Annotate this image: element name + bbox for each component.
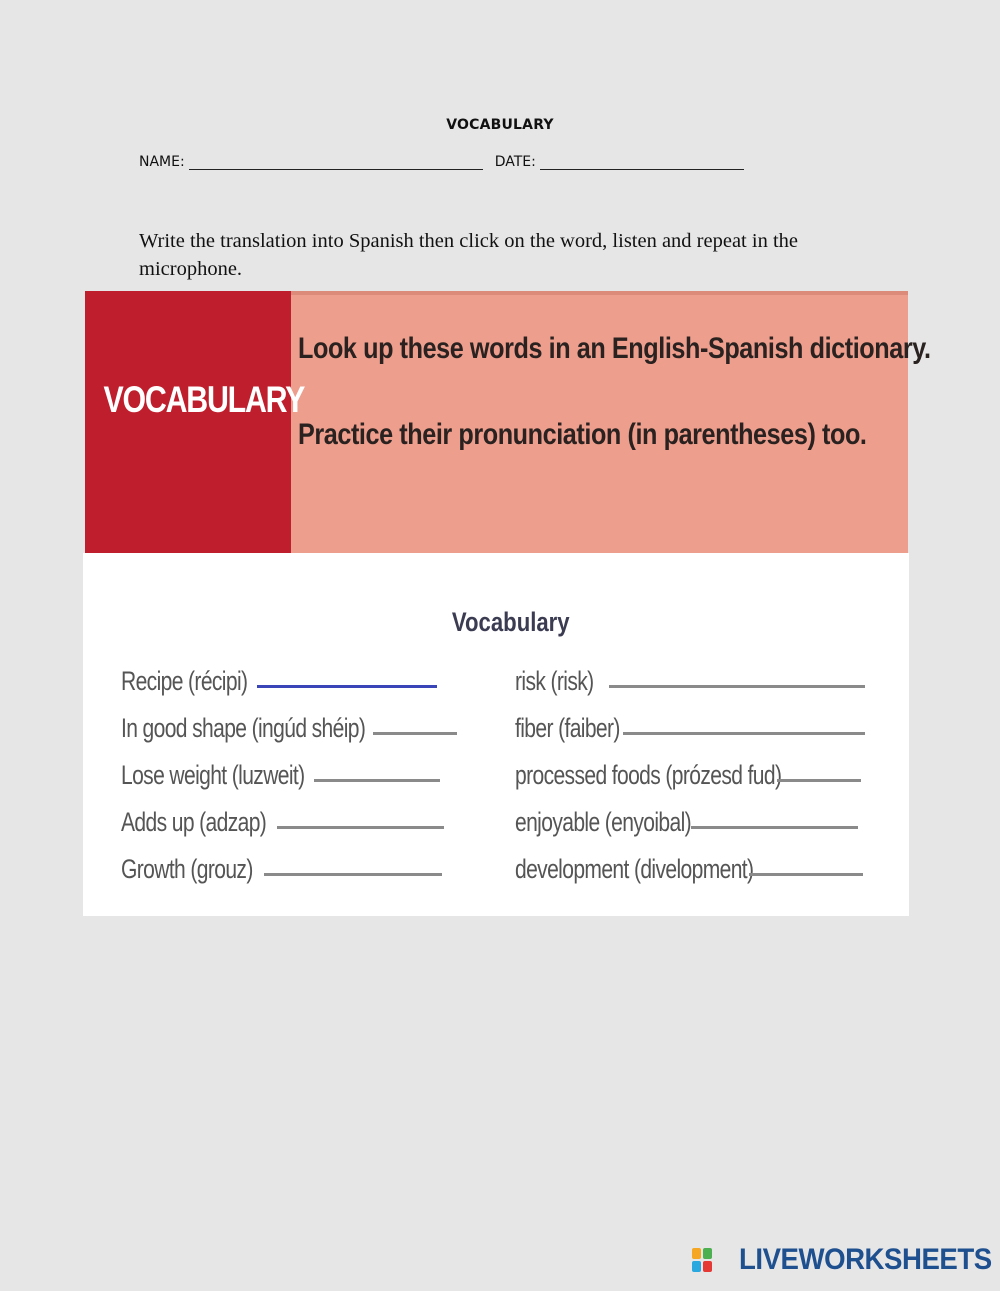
date-label: DATE: xyxy=(494,154,536,170)
name-date-row xyxy=(139,154,744,170)
liveworksheets-logo-icon xyxy=(691,1247,713,1273)
banner-label-box xyxy=(85,291,305,553)
name-field[interactable] xyxy=(189,155,483,170)
answer-field[interactable] xyxy=(277,826,444,829)
answer-field[interactable] xyxy=(623,732,865,735)
vocab-item[interactable] xyxy=(515,649,857,696)
vocab-item[interactable] xyxy=(121,790,434,837)
instructions-text: Write the translation into Spanish then click on the word, listen and repeat in the microphone. xyxy=(139,230,798,280)
vocab-term[interactable]: Adds up (adzap) xyxy=(121,807,267,837)
vocab-term[interactable]: risk (risk) xyxy=(515,666,594,696)
vocabulary-column-right xyxy=(515,649,857,884)
vocabulary-panel xyxy=(83,553,909,916)
answer-field[interactable] xyxy=(691,826,858,829)
vocabulary-heading: Vocabulary xyxy=(451,607,570,637)
vocab-item[interactable] xyxy=(121,649,434,696)
vocab-item[interactable] xyxy=(121,743,434,790)
vocab-term[interactable]: Lose weight (luzweit) xyxy=(121,760,305,790)
vocab-term[interactable]: fiber (faiber) xyxy=(515,713,620,743)
banner-instruction-1: Look up these words in an English-Spanish dictionary. xyxy=(298,332,931,365)
liveworksheets-watermark xyxy=(691,1243,992,1277)
answer-field[interactable] xyxy=(373,732,457,735)
page-title: VOCABULARY xyxy=(446,117,554,133)
vocab-item[interactable] xyxy=(515,837,857,884)
vocab-item[interactable] xyxy=(121,837,434,884)
answer-field[interactable] xyxy=(314,779,440,782)
vocabulary-banner xyxy=(85,291,931,553)
vocab-term[interactable]: processed foods (prózesd fud) xyxy=(515,760,782,790)
name-label: NAME: xyxy=(139,154,185,170)
vocabulary-column-left xyxy=(121,649,434,884)
date-field[interactable] xyxy=(540,155,744,170)
watermark-text: LIVEWORKSHEETS xyxy=(739,1243,992,1276)
answer-field[interactable] xyxy=(749,873,863,876)
banner-instruction-2: Practice their pronunciation (in parentheses) too. xyxy=(298,418,867,451)
vocab-item[interactable] xyxy=(515,743,857,790)
vocab-term[interactable]: enjoyable (enyoibal) xyxy=(515,807,692,837)
vocab-item[interactable] xyxy=(515,790,857,837)
vocab-term[interactable]: Recipe (récipi) xyxy=(121,666,248,696)
vocab-term[interactable]: Growth (grouz) xyxy=(121,854,253,884)
vocab-term[interactable]: In good shape (ingúd shéip) xyxy=(121,713,366,743)
answer-field[interactable] xyxy=(609,685,865,688)
answer-field[interactable] xyxy=(264,873,442,876)
vocab-item[interactable] xyxy=(121,696,434,743)
answer-field[interactable] xyxy=(257,685,437,688)
answer-field[interactable] xyxy=(777,779,861,782)
vocab-term[interactable]: development (divelopment) xyxy=(515,854,754,884)
vocab-item[interactable] xyxy=(515,696,857,743)
banner-label: VOCABULARY xyxy=(103,379,305,420)
